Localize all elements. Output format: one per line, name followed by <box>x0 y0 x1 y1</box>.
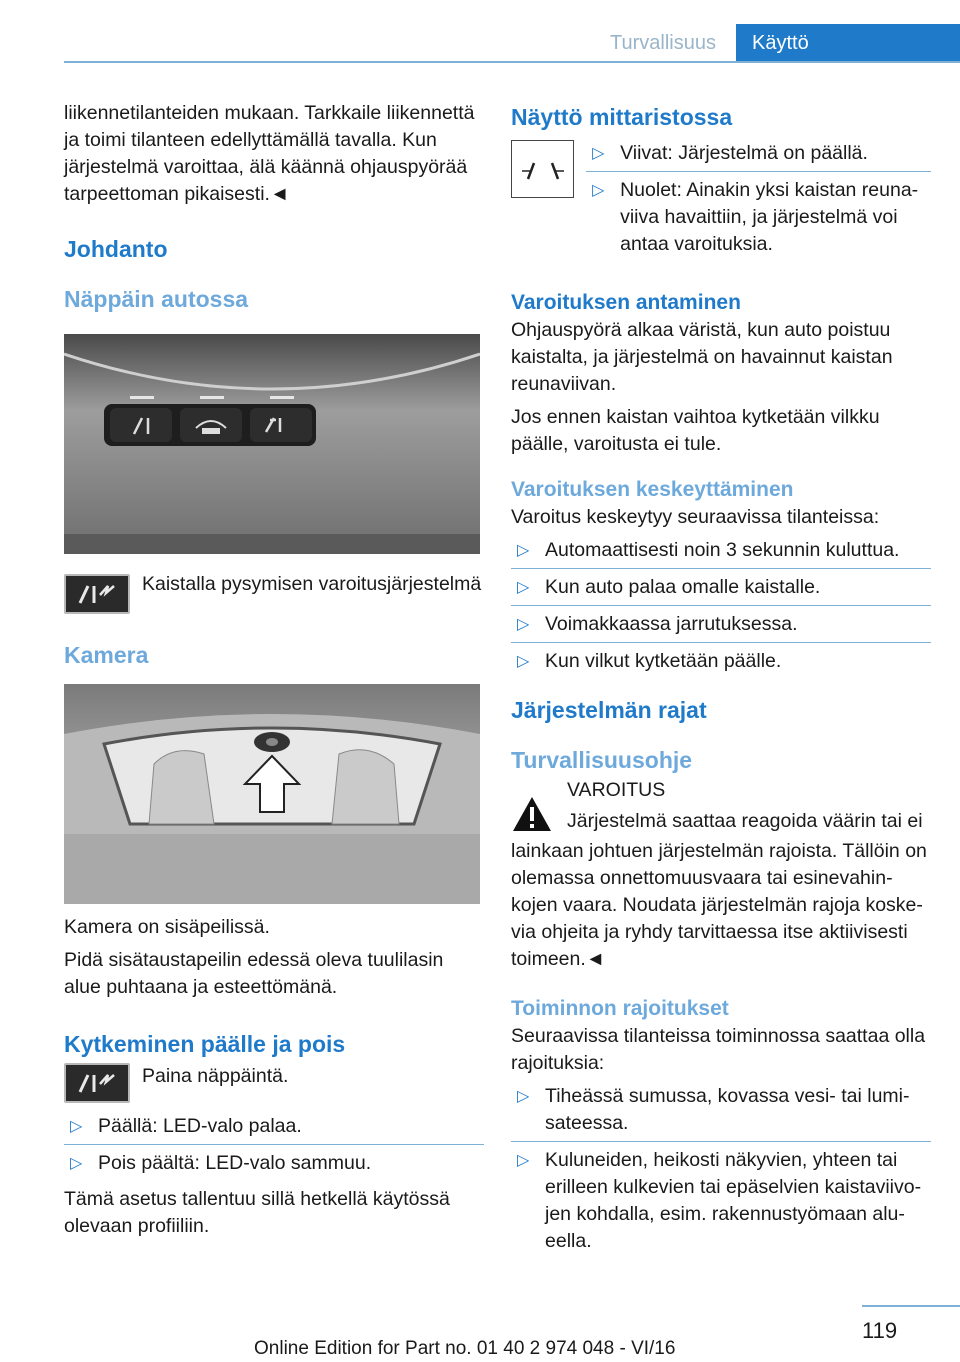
heading-nappain-autossa: Näppäin autossa <box>64 286 249 312</box>
warning-triangle-icon <box>511 777 551 838</box>
rajoitukset-intro: Seuraavissa tilanteissa toiminnossa saattaa olla rajoituksia: <box>511 1025 926 1074</box>
keskeytys-list <box>511 537 931 679</box>
heading-keskeytys: Varoituksen keskeyttäminen <box>511 478 794 501</box>
heading-johdanto: Johdanto <box>64 236 168 262</box>
lane-departure-icon <box>64 574 130 614</box>
keskeytys-intro: Varoitus keskeytyy seuraavissa tilanteissa: <box>511 506 880 528</box>
heading-antaminen: Varoituksen antaminen <box>511 291 741 314</box>
list-item: ▷ Viivat: Järjestelmä on päällä. <box>586 140 931 172</box>
heading-rajat: Järjestelmän rajat <box>511 697 707 723</box>
list-item: ▷ Kun vilkut kytketään päälle. <box>511 648 931 679</box>
section-tab[interactable]: Turvallisuus <box>610 32 716 54</box>
warning-text-first: Järjestelmä saattaa reagoida väärin tai ei <box>567 810 923 832</box>
triangle-bullet-icon: ▷ <box>517 1088 530 1105</box>
list-item: ▷ Kun auto palaa omalle kaistalle. <box>511 574 931 606</box>
camera-text-2: Pidä sisätaustapeilin edessä oleva tuulilasin alue puhtaana ja esteettömänä. <box>64 949 444 998</box>
heading-kamera: Kamera <box>64 642 149 668</box>
chapter-tab[interactable] <box>736 24 960 62</box>
list-item: ▷ Kuluneiden, heikosti näkyvien, yhteen tai erilleen kulkevien tai epäselvien kaistaviivojen kohdalla, esim. rakennustyömaan alueella. <box>517 1149 922 1252</box>
triangle-bullet-icon: ▷ <box>517 579 530 596</box>
chapter-label: Käyttö <box>752 32 809 54</box>
triangle-bullet-icon: ▷ <box>70 1118 83 1135</box>
heading-naytto: Näyttö mittaristossa <box>511 104 733 130</box>
press-text: Paina näppäintä. <box>142 1065 289 1087</box>
triangle-bullet-icon: ▷ <box>517 653 530 670</box>
button-caption-row <box>64 574 484 614</box>
triangle-bullet-icon: ▷ <box>517 542 530 559</box>
footer-rule <box>862 1305 960 1307</box>
button-panel-photo <box>64 334 480 554</box>
list-item: ▷ Pois päältä: LED-valo sammuu. <box>64 1150 484 1181</box>
header-rule <box>64 61 960 63</box>
press-row <box>64 1063 484 1103</box>
page-number: 119 <box>862 1318 898 1343</box>
warning-text-rest: lainkaan johtuen järjestelmän rajoista. Tällöin on olemassa onnettomuusvaara tai esinevahinkojen vaara. Noudata järjestelmän rajoja koskevia ohjeita ja ryhdy tarvittaessa itse aktiivisesti toimeen.◄ <box>511 840 927 970</box>
camera-photo <box>64 684 480 904</box>
list-item: ▷ Nuolet: Ainakin yksi kaistan reunaviiva havaittiin, ja järjestelmä voi antaa varoituksia. <box>592 179 919 255</box>
warning-head <box>563 777 923 838</box>
triangle-bullet-icon: ▷ <box>70 1155 83 1172</box>
right-column <box>511 96 931 1264</box>
lane-lines-icon <box>511 140 574 198</box>
lane-departure-icon <box>64 1063 130 1103</box>
antaminen-p2: Jos ennen kaistan vaihtoa kytketään vilkku päälle, varoitusta ei tule. <box>511 406 880 455</box>
triangle-bullet-icon: ▷ <box>592 145 605 162</box>
heading-rajoitukset: Toiminnon rajoitukset <box>511 997 729 1020</box>
intro-text: liikennetilanteiden mukaan. Tarkkaile liikennettä ja toimi tilanteen edellyttämällä tavalla. Kun järjestelmä varoittaa, älä käännä ohjauspyörää tarpeettoman pikaisesti.◄ <box>64 102 475 205</box>
button-caption: Kaistalla pysymisen varoitusjärjestelmä <box>142 573 482 595</box>
camera-text-1: Kamera on sisäpeilissä. <box>64 916 270 938</box>
edition-text: Online Edition for Part no. 01 40 2 974 048 - VI/16 <box>254 1338 676 1359</box>
triangle-bullet-icon: ▷ <box>517 616 530 633</box>
left-column <box>64 96 484 1240</box>
heading-kytkeminen: Kytkeminen päälle ja pois <box>64 1031 346 1057</box>
triangle-bullet-icon: ▷ <box>517 1152 530 1169</box>
list-item: ▷ Automaattisesti noin 3 sekunnin kuluttua. <box>511 537 931 569</box>
display-row <box>511 140 931 267</box>
list-item: ▷ Päällä: LED-valo palaa. <box>64 1113 484 1145</box>
warning-row <box>511 777 931 838</box>
rajoitukset-list <box>511 1083 931 1259</box>
list-item: ▷ Tiheässä sumussa, kovassa vesi- tai lumisateessa. <box>511 1083 931 1142</box>
outro-text: Tämä asetus tallentuu sillä hetkellä käytössä olevaan profiiliin. <box>64 1188 450 1237</box>
warning-title: VAROITUS <box>567 779 666 801</box>
triangle-bullet-icon: ▷ <box>592 182 605 199</box>
display-list <box>586 140 931 267</box>
onoff-list <box>64 1113 484 1181</box>
list-item: ▷ Voimakkaassa jarrutuksessa. <box>511 611 931 643</box>
heading-turvallisuusohje: Turvallisuusohje <box>511 747 693 773</box>
antaminen-p1: Ohjauspyörä alkaa väristä, kun auto poistuu kaistalta, ja järjestelmä on havainnut kaistan reunaviivan. <box>511 319 893 395</box>
